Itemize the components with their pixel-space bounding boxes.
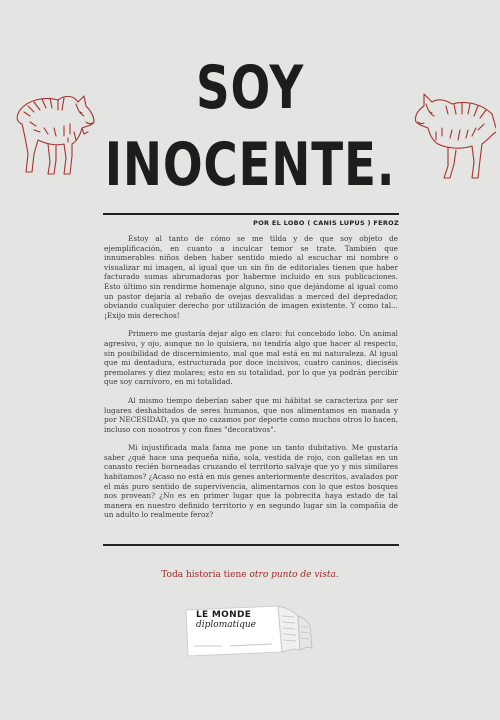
article-body [104,234,398,529]
paragraph: Mi injustificada mala fama me pone un tanto dubitativo. Me gustaría saber ¿qué hace una pequeña niña, sola, vestida de rojo, con galletas en un canasto recién horneadas cruzando el territorio salvaje que yo y mis similares habitamos? ¿Acaso no está en mis genes anteriormente descritos, avalados por el más puro sentido de supervivencia, alimentarnos con lo que estos bosques nos provean? ¿No es en primer lugar que la pobrecita haya estado de tal manera en nuestro definido territorio y en segundo lugar sin la compañía de un adulto lo realmente feroz? [104,443,398,520]
newspaper-title-2: diplomatique [196,620,256,630]
newspaper-title-1: LE MONDE [196,610,252,620]
headline-line-1: SOY [195,53,305,123]
bottom-rule [103,544,399,546]
paragraph: Al mismo tiempo deberían saber que mi hábitat se caracteriza por ser lugares deshabitados de seres humanos, que nos alimentamos en manada y por NECESIDAD, ya que no cazamos por deporte como muchos otros lo hacen, incluso con nosotros y con fines "decorativos". [104,395,398,434]
paragraph: Primero me gustaría dejar algo en claro: fui concebido lobo. Un animal agresivo, y ojo, aunque no lo quisiera, no tendría algo que hacer al respecto, sin posibilidad de discernimiento, mal que mal está en mi naturaleza. Al igual que mi dentadura, estructurada por doce incisivos, cuatro caninos, dieciséis premolares y diez molares; esto en su totalidad, por lo que ya podrán percibir que soy carnívoro, en mi totalidad. [104,329,398,387]
headline-line-2: INOCENTE. [104,130,396,200]
tagline-prefix: Toda historia tiene [161,570,250,580]
tagline [0,570,500,580]
tagline-emphasis: otro punto de vista. [249,570,339,580]
newspaper-logo [196,610,270,630]
paragraph: Estoy al tanto de cómo se me tilda y de que soy objeto de ejemplificación, en cuanto a inculcar temor se trate. También que innumerables niños deben haber sentido miedo al escuchar mi nombre o visualizar mi imagen, al igual que un sin fin de editoriales tienen que haber facturado sumas abrumadoras por haberme incluido en sus publicaciones. Esto último sin rendirme homenaje alguno, sino que dejándome al igual como un pastor dejaría al rebaño de ovejas desvalidas a merced del depredador, obviando cualquier derecho por utilización de imagen existente. Y como tal... ¡Exijo mis derechos! [104,234,398,320]
byline: POR EL LOBO ( CANIS LUPUS ) FEROZ [103,213,399,227]
